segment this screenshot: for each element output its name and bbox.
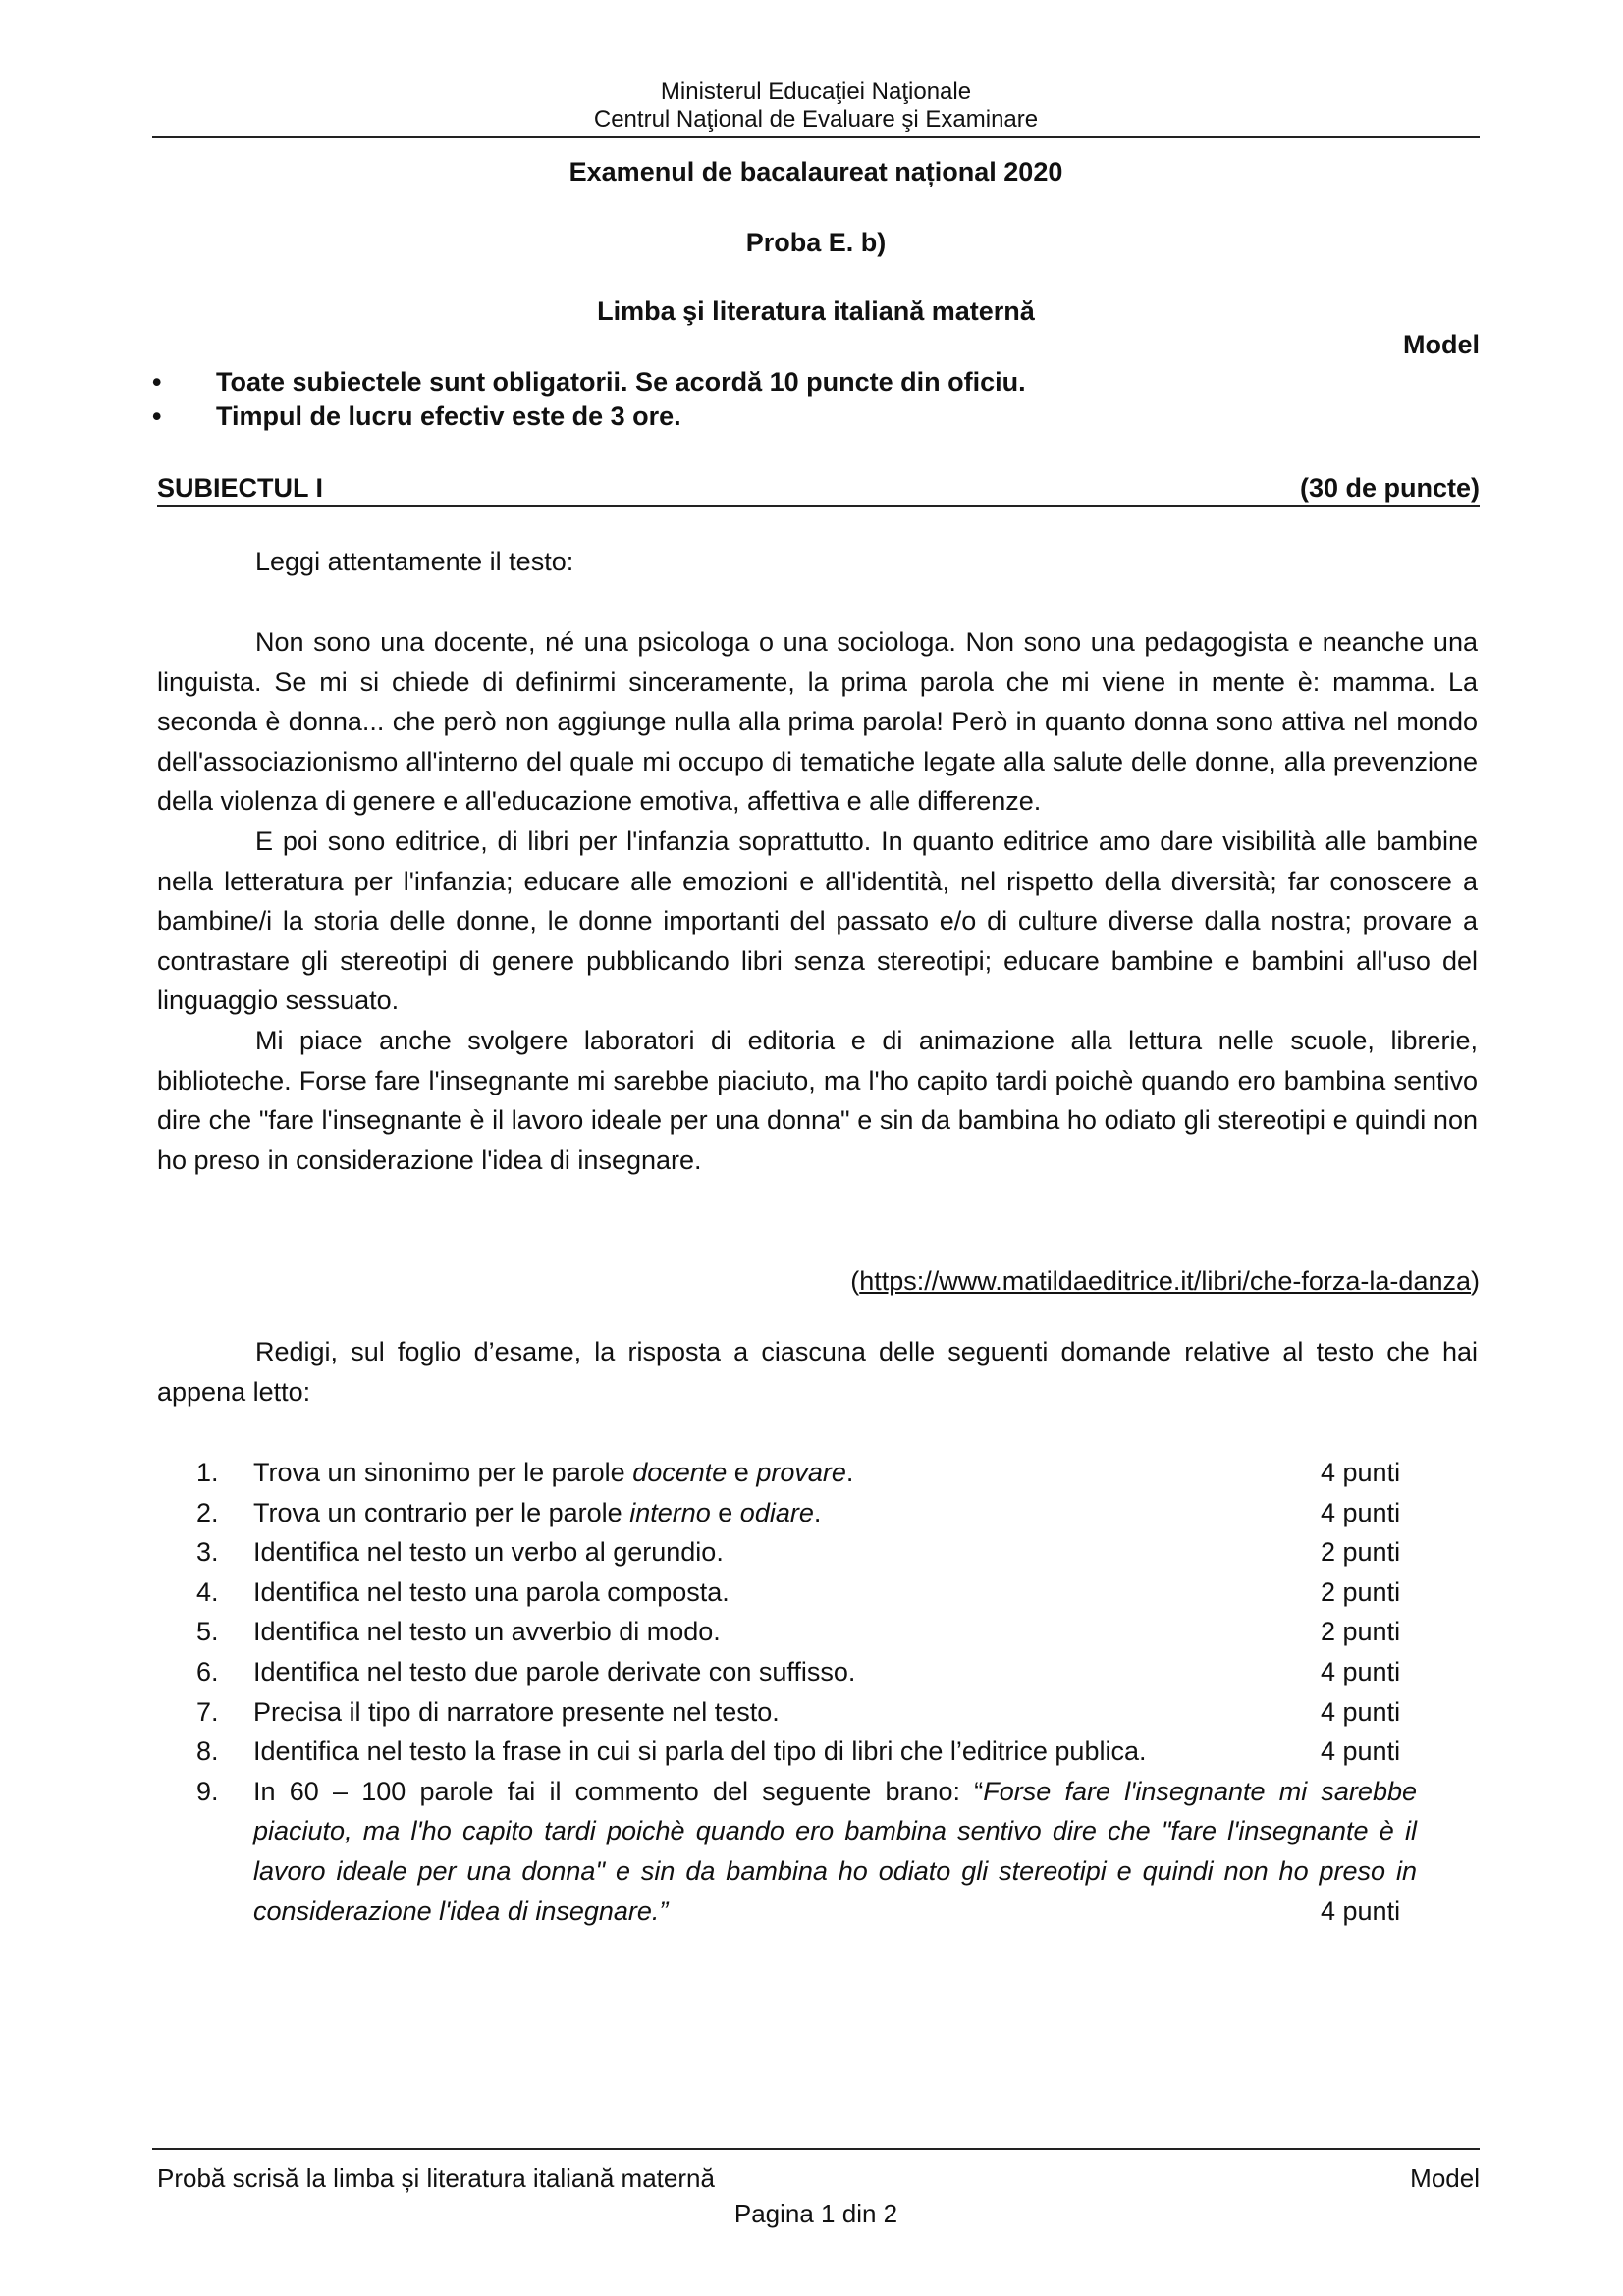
question-item: 2. Trova un contrario per le parole interno e odiare. 4 punti <box>196 1493 1480 1533</box>
question-list <box>196 1453 1480 1931</box>
question-points: 4 punti <box>1321 1458 1401 1487</box>
question-points: 2 punti <box>1321 1537 1401 1568</box>
exam-proba: Proba E. b) <box>745 228 887 257</box>
passage-paragraph: Non sono una docente, né una psicologa o una sociologa. Non sono una pedagogista e neanche una linguista. Se mi si chiede di definirmi sinceramente, la prima parola che mi viene in mente è: mamma. La seconda è donna... che però non aggiunge nulla alla prima parola! Però in quanto donna sono attiva nel mondo dell'associazionismo all'interno del quale mi occupo di tematiche legate alla salute delle donne, alla prevenzione della violenza di genere e all'educazione emotiva, affettiva e alle differenze. <box>157 627 1478 817</box>
passage-paragraph: Mi piace anche svolgere laboratori di editoria e di animazione alla lettura nelle scuole, librerie, biblioteche. Forse fare l'insegnante mi sarebbe piaciuto, ma l'ho capito tardi poichè quando ero bambina sentivo dire che "fare l'insegnante è il lavoro ideale per una donna" e sin da bambina ho odiato gli stereotipi e quindi non ho preso in considerazione l'idea di insegnare. <box>157 1025 1478 1175</box>
question-item: 7. Precisa il tipo di narratore presente nel testo. 4 punti <box>196 1692 1480 1733</box>
question-points: 4 punti <box>1321 1696 1401 1727</box>
page-header <box>152 79 1480 133</box>
task-intro: Redigi, sul foglio d’esame, la risposta a ciascuna delle seguenti domande relative al testo che hai appena letto: <box>157 1337 1478 1407</box>
passage-paragraph: E poi sono editrice, di libri per l'infanzia soprattutto. In quanto editrice amo dare visibilità alle bambine nella letteratura per l'infanzia; educare alle emozioni e all'identità, nel rispetto della diversità; far conoscere a bambine/i la storia delle donne, le donne importanti del passato e/o di culture diverse dalla nostra; provare a contrastare gli stereotipi di genere pubblicando libri senza stereotipi; educare bambine e bambini all'uso del linguaggio sessuato. <box>157 826 1478 1016</box>
section-points: (30 de puncte) <box>1299 473 1480 503</box>
footer-model: Model <box>1410 2163 1480 2193</box>
question-item: 6. Identifica nel testo due parole derivate con suffisso. 4 punti <box>196 1652 1480 1692</box>
question-item: 5. Identifica nel testo un avverbio di modo. 2 punti <box>196 1612 1480 1652</box>
reading-instruction: Leggi attentamente il testo: <box>255 547 574 576</box>
source-citation: (https://www.matildaeditrice.it/libri/che-forza-la-danza) <box>850 1266 1480 1296</box>
question-points: 4 punti <box>1321 1497 1401 1527</box>
exam-rules <box>152 365 1026 434</box>
exam-title: Examenul de bacalaureat național 2020 <box>568 157 1063 187</box>
question-points: 4 punti <box>1321 1656 1401 1686</box>
page-number: Pagina 1 din 2 <box>733 2199 898 2228</box>
footer-divider <box>152 2148 1480 2150</box>
question-points: 2 punti <box>1321 1617 1401 1647</box>
ministry-name: Ministerul Educaţiei Naţionale <box>660 79 972 105</box>
section-heading <box>157 473 1480 507</box>
question-points: 4 punti <box>1321 1896 1401 1926</box>
source-link[interactable]: https://www.matildaeditrice.it/libri/che-forza-la-danza <box>859 1266 1471 1296</box>
rule-text: Toate subiectele sunt obligatorii. Se acordă 10 puncte din oficiu. <box>216 367 1026 397</box>
bullet-icon: • <box>152 367 162 397</box>
question-points: 4 punti <box>1321 1736 1401 1767</box>
reading-passage <box>157 622 1478 1180</box>
question-points: 2 punti <box>1321 1576 1401 1607</box>
question-item: 8. Identifica nel testo la frase in cui si parla del tipo di libri che l’editrice publica. 4 punti <box>196 1732 1480 1772</box>
question-item: 1. Trova un sinonimo per le parole docente e provare. 4 punti <box>196 1453 1480 1493</box>
exam-subject: Limba şi literatura italiană maternă <box>597 296 1035 326</box>
bullet-icon: • <box>152 401 162 431</box>
header-divider <box>152 136 1480 138</box>
question-item: 3. Identifica nel testo un verbo al gerundio. 2 punti <box>196 1532 1480 1573</box>
rule-item <box>152 400 1026 434</box>
question-item: 9. In 60 – 100 parole fai il commento del seguente brano: “Forse fare l'insegnante mi sarebbe piaciuto, ma l'ho capito tardi poichè quando ero bambina sentivo dire che "fare l'insegnante è il lavoro ideale per una donna" e sin da bambina ho odiato gli stereotipi e quindi non ho preso in considerazione l'idea di insegnare.” 4 punti <box>196 1772 1480 1931</box>
rule-item <box>152 365 1026 400</box>
model-label: Model <box>1403 330 1480 359</box>
question-item: 4. Identifica nel testo una parola composta. 2 punti <box>196 1573 1480 1613</box>
section-title: SUBIECTUL I <box>157 473 324 503</box>
evaluation-center-name: Centrul Naţional de Evaluare şi Examinare <box>593 106 1039 133</box>
rule-text: Timpul de lucru efectiv este de 3 ore. <box>216 401 681 431</box>
footer-title: Probă scrisă la limba și literatura italiană maternă <box>157 2163 715 2193</box>
